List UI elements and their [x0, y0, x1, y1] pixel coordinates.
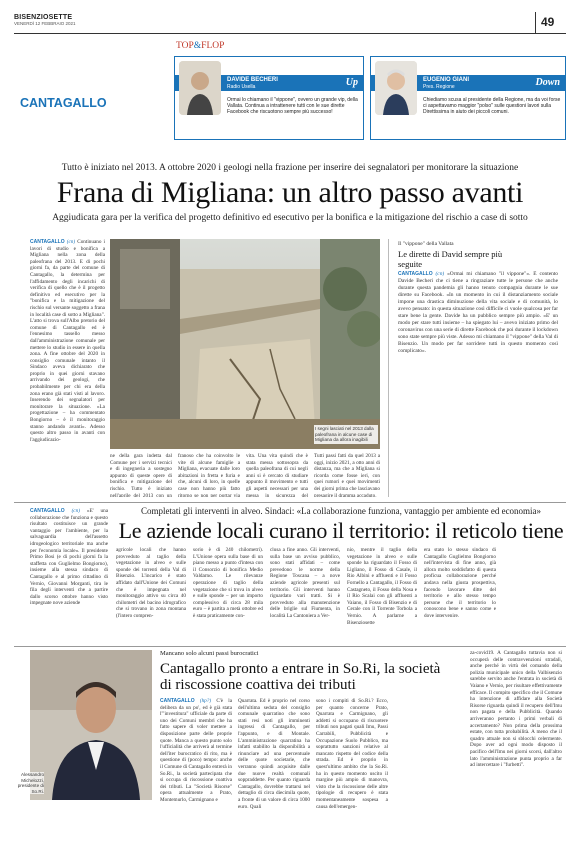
third-lead-note: (hp?) [199, 698, 212, 704]
top-flop-title [176, 41, 224, 51]
second-headline: Le aziende locali curano il territorio: il reticolo tiene [118, 518, 564, 543]
top-flop-amp: & [193, 41, 202, 51]
top-card [174, 56, 364, 140]
top-person-photo [179, 61, 221, 115]
publication-name: BISENZIOSETTE [14, 14, 73, 21]
main-lead-note: (cn) [66, 239, 76, 245]
top-person-name: DAVIDE BECHERI [227, 77, 278, 83]
sidebar-lead: CANTAGALLO [398, 271, 433, 277]
sidebar-body [398, 271, 558, 497]
third-col-1-text: C'è la delibera da un po', ed è già stata l'"investitura" ufficiale da parte di uno dei Comuni membri che ha fatto sapere di voler mettere a disposizione parte delle proprie quote. Manca a questo punto solo l'ufficialità che arriverà al termine dell'iter burocratico di rito, ma è questione di (poco) tempo: anche il Comune di Cantagallo entrerà in So.Ri., la società partecipata che si occupa di riscossione coattiva dei tributi. La "Società Risorse" opera attualmente a Prato, Montemurlo, Carmignano e [160, 698, 232, 803]
third-col-4: za-covid19. A Cantagallo tuttavia non si occuperà delle contravvenzioni stradali, anche perché in virtù del comando della polizia municipale unico della Valbisenzio sarebbe servito anche l'entrata in società di Vaiano e Vernio, per risultare effettivamente efficace. Il compito specifico che il Comune ha intenzione di affidare alla Società Risorse riguarda quindi il recupero dell'Imu non pagata e della Pubblicità. Quando arriveranno pertanto i primi verbali di accertamento? Non prima della prossima estate, con tutta probabilità. A meno che il quadro attuale non si sblocchi celermente. Dopo aver ad ogni modo disposto il pacifico dell'Imu nei giorni scorsi, dall'altro lato l'amministrazione punta proprio a far ad intercettare i "furbetti". [470, 650, 562, 769]
third-col-1 [160, 698, 232, 816]
second-col-1-text: «E' una collaborazione che funziona e questo risultato costituisce un grande vantaggio per l'ambiente, per la salvaguardia dell'assetto idrogeologico territoriale ma anche per l'economia locale». Il presidente Primo Bosi (e di pochi giorni fa la staffetta con Guglielmo Bongiorno), insieme alla stessa sindaco di Cantagallo e al primo cittadino di Vernio, Giovanni Morganti, tira le fila degli interventi che a partire dallo scorso ottobre hanno visto impegnate nove aziende [30, 508, 108, 607]
main-headline: Frana di Migliana: un altro passo avanti [56, 176, 524, 209]
sidebar-text: «Ormai mi chiamano "il vippone"». È contento Davide Becheri che ci tiene a ringraziare tutte le persone che anche durante questa pandemia gli hanno tenuto compagnia durante le sue dirette su Facebook. «In un momento in cui il distanziamento sociale impone una drastica diminuzione della vita sociale e di comunità, lo avevo pensato: in questa situazione così difficile ci vuole qualcosa per far stare bene la gente. Davide ha un pubblico sempre più ampio. «E' un modo per stare tutti insieme – ha spiegato lui – avevo iniziato primo del coronavirus con una serie di dirette Facebook che poi durante il lockdown sono state sempre più viste. Adesso mi chiamano il "vippone" della Val di Bisenzio. Un modo per far sorridere tutti in questo momento così complicato». [398, 271, 558, 354]
third-photo-portrait [30, 650, 152, 800]
top-up-tag: Up [345, 77, 358, 88]
flop-card-text: Chiediamo scusa al presidente della Regione, ma da voi forse ci aspettavamo maggior "polso" sulle questioni lavori sulla Direttissima in aiuto dei piccoli comuni. [423, 97, 561, 115]
second-col-3: sorio è di 240 chilometri). L'Unione opera sulla base di un piano messo a punto d'intesa con il Consorzio di bonifica Medio Valdarno. Le rilevanze operazione di taglio della vegetazione che si trova in alveo e sulle sponde – per un importo complessivo di circa 28 mila euro – è partita a metà ottobre ed è stata praticamente con- [193, 547, 263, 619]
second-col-2: agricole locali che hanno provveduto al taglio della vegetazione in alveo e sulle sponde dei torrenti della Val di Bisenzio. L'incarico è stato affidato dall'Unione dei Comuni che è impegnata nel monitoraggio attivo su circa 40 chilometri del bacino idrografico che si trovano in zona montana (l'intero compren- [116, 547, 186, 619]
page-number: 49 [541, 15, 555, 29]
top-flop-top: TOP [176, 41, 194, 51]
third-lead: CANTAGALLO [160, 698, 195, 704]
flop-card [370, 56, 566, 140]
second-col-1 [30, 508, 108, 644]
flop-person-role: Pres. Regione [423, 84, 455, 90]
sidebar-divider [388, 239, 389, 497]
main-deck: Aggiudicata gara per la verifica del progetto definitivo ed esecutivo per la bonifica e la mitigazione del rischio a case di sotto [52, 213, 528, 223]
sidebar-lead-note: (cn) [435, 271, 445, 277]
section-divider-1 [14, 502, 566, 503]
top-person-role: Radio Usella [227, 84, 256, 90]
flop-down-tag: Down [535, 77, 560, 88]
third-headline: Cantagallo pronto a entrare in So.Ri, la società di riscossione coattiva dei tributi [160, 661, 441, 693]
second-kicker: Completati gli interventi in alveo. Sindaci: «La collaborazione funziona, vantaggio per ambiente ed economia» [140, 506, 542, 516]
main-col-2: ne della gara indetta dal Comune per i servizi tecnici e di ingegneria a sostegno appunto di queste opere di bonifica e mitigazione del rischio. Tutto è iniziato nell'aprile del 2013 con un [110, 453, 172, 497]
sidebar-kicker: Il "vippone" della Vallata [398, 241, 454, 247]
main-kicker: Tutto è iniziato nel 2013. A ottobre 2020 i geologi nella frazione per inserire dei segnalatori per monitorare la situazione [61, 163, 519, 173]
third-kicker: Mancano solo alcuni passi burocratici [160, 650, 259, 657]
second-lead-note: (cn) [71, 508, 80, 514]
main-col-1 [30, 239, 105, 497]
masthead [14, 14, 76, 26]
third-col-3: sono i compiti di So.Ri.? Ecco, per quanto concerne Prato, Quarrata e Carmignano, gli addetti si occupano di riscuotere tributi non pagati quali Imu, Passi Carrabili, Pubblicità e Occupazione Suolo Pubblico, ma soprattutto sanzioni relative al mancato rispetto del codice della strada. Ed è proprio in quest'ultimo ambito che la So.Ri. ha in questo momento uscito il margine più ampio di manovra, visto che la riscossione delle altre tipologie di recupero è stata momentaneamente sospesa a causa dell'emergen- [316, 698, 388, 810]
main-lead: CANTAGALLO [30, 239, 65, 245]
page-number-divider [535, 12, 536, 33]
second-col-6: era stato lo stesso sindaco di Cantagallo Guglielmo Bongiorno nell'intervista di fine anno, già allora molto soddisfatto di questa proficua collaborazione perché andava nella giusta prospettiva, facendo lavorare ditte del territorio e allo stesso tempo persone che il territorio lo conoscono bene e sanno come e dove intervenire. [424, 547, 496, 619]
third-photo-caption: Alessandro Michelozzi, presidente di So.Ri. [14, 772, 44, 794]
publication-date: VENERDÌ 12 FEBBRAIO 2021 [14, 21, 76, 26]
masthead-rule [14, 33, 566, 34]
main-photo-caption: I segni lasciati nel 2013 dalla paleofrana in alcune case di Migliana da allora inagibili [314, 425, 378, 444]
second-col-4: clusa a fine anno. Gli interventi, sulla base un avviso pubblico, sono stati affidati – come prevedono le norme della Regione Toscana – a nove aziende agricole presenti sul territorio. Gli interventi hanno riguardato vari tratti. Si è provveduto alla manutenzione delle briglie sul Fiumenta, in località La Cantoniera a Ver- [270, 547, 340, 619]
main-col-1-text: Continuano i lavori di studio e bonifica a Migliana nella zona della paleofrana del 2013. E di pochi giorni fa, da parte del comune di Cantagallo, la determina per l'affidamento degli incarichi di verifica di quello che è il progetto definitivo ed esecutivo per la "bonifica e la mitigazione del rischio sul versante soggetto a frana in località case di sotto a Migliana". L'atto si trova sull'Albo pretorio del comune di Cantagallo ed è l'ennesimo tassello messo dall'amministrazione comunale per mettere lo studio in essere in quella zona. A fine ottobre del 2020 in consiglio comunale intanto il Sindaco aveva dichiarato che proprio in quei giorni stavano arrivando dei geologi, che probabilmente per chi era della zona erano già stati visti al lavoro. Inserendo dei segnalatori per monitorare la situazione. «La progettazione – ha commentato Bongiorno – è il monitoraggio stanno andando avanti». Adesso questo altro passo in avanti con l'aggiudicazio- [30, 239, 105, 443]
section-label: CANTAGALLO [20, 96, 107, 110]
third-col-2: Quarrata. Ed è proprio nel corso dell'ultima seduta del consiglio comunale quarratino che sono stati resi noti gli imminenti ingressi di Cantagallo, per l'appunto, e di Montale. L'amministrazione quarratina ha infatti stabilito la disponibilità a rinunciare ad una percentuale delle quote societarie, che verranno quindi acquisite dalle due nuove realtà comunali soppraddette. Per quanto riguarda Cantagallo, dovrebbe trattarsi nel dettaglio di circa diecimila quote, a fronte di un valore di circa 1000 euro. Quali [238, 698, 310, 810]
flop-person-name: EUGENIO GIANI [423, 77, 470, 83]
section-divider-2 [14, 646, 566, 647]
sidebar-title: Le dirette di David sempre più seguite [398, 249, 503, 269]
main-col-4: vita. Una vita quindi che è stata messa sottosopra da quella paleofrana di cui negli anni si è cercato di studiare appunto il movimento e tutti gli aspetti necessari per una messa in sicurezza del [246, 453, 308, 497]
top-flop-flop: FLOP [201, 41, 225, 51]
second-lead: CANTAGALLO [30, 508, 65, 514]
second-col-5: nio, mentre il taglio della vegetazione in alveo e sulle sponde ha riguardato il Fosso di Ligliano, il Fosso di Casale, il Rio Albini e affluenti e il Fosso Fornello a Cantagallo, il Fosso di Castagneto, il Fosso della Nosa e il Rio Scalai con gli affluenti a Vaiano, il Fosso di Bisenzio e di Cerale con il Torrente Torbola a Vernio. A parlarne a Bisenziosette [347, 547, 417, 626]
main-col-5: Tutti passi fatti da quel 2013 a oggi, inizio 2021, a otto anni di distanza, ma che a Migliana si ricorda come fosse ieri, con quei rumori e quei movimenti dei giorni prima che lasciavano presagire il dramma accaduto. [314, 453, 380, 497]
top-card-text: Ormai lo chiamano il "vippone", ovvero un grande vip, della Vallata. Continua a intrattenere tutti con le sue dirette Facebook che riscuotono sempre più successo! [227, 97, 358, 115]
main-photo-landslide [110, 239, 380, 449]
main-col-3: franoso che ha coinvolto le vite di alcune famiglie a Migliana, evacuate dalle loro abitazioni in fretta e furia e che, alcuni di loro, in quelle case non hanno più fatto ritorno se non per portar via [178, 453, 240, 497]
flop-person-photo [375, 61, 417, 115]
